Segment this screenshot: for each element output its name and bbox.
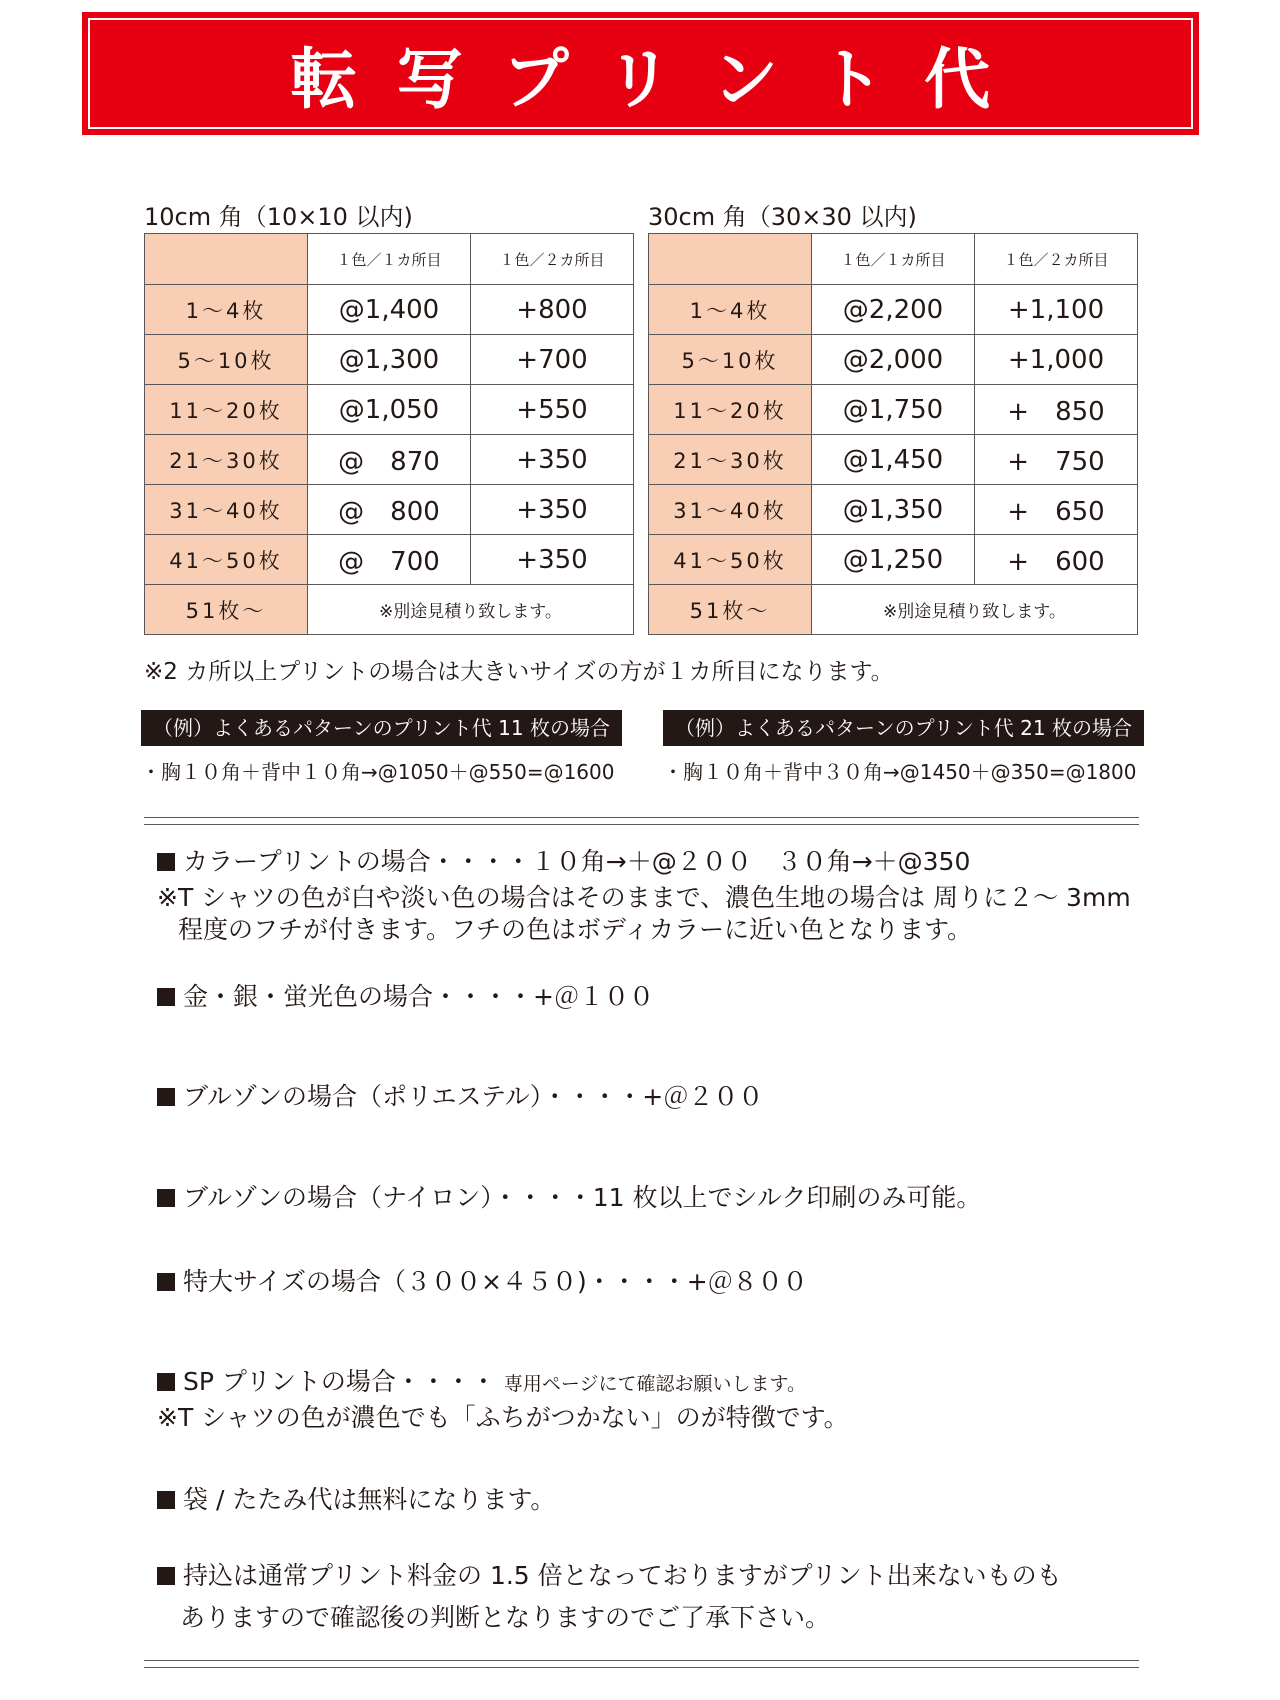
header-cell-blank [145, 234, 308, 285]
square-bullet-icon [157, 1273, 175, 1291]
second-price-cell: +350 [471, 435, 634, 485]
header-cell-second: １色／２カ所目 [975, 234, 1138, 285]
square-bullet-icon [157, 853, 175, 871]
qty-cell: 21～30枚 [145, 435, 308, 485]
square-bullet-icon [157, 988, 175, 1006]
example-formula-11: ・胸１０角＋背中１０角→@1050＋@550=@1600 [141, 760, 615, 784]
first-price-cell: @1,250 [812, 535, 975, 585]
qty-cell: 41～50枚 [145, 535, 308, 585]
table-row [649, 435, 1138, 485]
qty-cell: 31～40枚 [649, 485, 812, 535]
first-price-cell: @1,450 [812, 435, 975, 485]
second-price-cell: +800 [471, 285, 634, 335]
item-text: 袋 / たたみ代は無料になります。 [183, 1485, 556, 1514]
square-bullet-icon [157, 1189, 175, 1207]
header-cell-second: １色／２カ所目 [471, 234, 634, 285]
first-price-cell: @ 800 [308, 485, 471, 535]
item-text: SP プリントの場合・・・・ [183, 1367, 496, 1396]
first-price-cell: @ 700 [308, 535, 471, 585]
table-header-row [649, 234, 1138, 285]
color-note-line-2: 程度のフチが付きます。フチの色はボディカラーに近い色となります。 [178, 915, 973, 944]
second-price-cell: + 850 [975, 385, 1138, 435]
header-cell-first: １色／１カ所目 [308, 234, 471, 285]
table-row [649, 485, 1138, 535]
qty-cell: 1～4枚 [649, 285, 812, 335]
first-price-cell: @1,400 [308, 285, 471, 335]
item-text-small: 専用ページにて確認お願いします。 [503, 1373, 806, 1395]
item-text: 持込は通常プリント料金の 1.5 倍となっておりますがプリント出来ないものも [183, 1561, 1062, 1590]
quote-note-cell: ※別途見積り致します。 [812, 585, 1138, 635]
second-price-cell: +1,000 [975, 335, 1138, 385]
qty-cell: 51枚～ [145, 585, 308, 635]
header-cell-first: １色／１カ所目 [812, 234, 975, 285]
item-blouson-polyester [157, 1081, 763, 1113]
second-price-cell: + 600 [975, 535, 1138, 585]
first-price-cell: @2,200 [812, 285, 975, 335]
item-text: ブルゾンの場合（ポリエステル）・・・・+＠２００ [183, 1082, 764, 1111]
second-price-cell: +700 [471, 335, 634, 385]
item-text: 特大サイズの場合（３００×４５０)・・・・+＠８００ [183, 1267, 808, 1296]
qty-cell: 11～20枚 [145, 385, 308, 435]
table-title-10cm: 10cm 角（10×10 以内) [144, 203, 413, 231]
table-row [145, 285, 634, 335]
qty-cell: 5～10枚 [145, 335, 308, 385]
example-formula-21: ・胸１０角＋背中３０角→@1450＋@350=@1800 [663, 760, 1137, 784]
qty-cell: 51枚～ [649, 585, 812, 635]
square-bullet-icon [157, 1567, 175, 1585]
first-price-cell: @1,050 [308, 385, 471, 435]
table-row [649, 385, 1138, 435]
divider-top [144, 817, 1139, 825]
item-text: ブルゾンの場合（ナイロン）・・・・11 枚以上でシルク印刷のみ可能。 [183, 1183, 982, 1212]
second-price-cell: + 750 [975, 435, 1138, 485]
title-banner [82, 12, 1199, 135]
table-row [145, 435, 634, 485]
table-footnote: ※2 カ所以上プリントの場合は大きいサイズの方が１カ所目になります。 [144, 659, 894, 685]
item-bag [157, 1484, 555, 1516]
square-bullet-icon [157, 1088, 175, 1106]
qty-cell: 5～10枚 [649, 335, 812, 385]
table-row [649, 335, 1138, 385]
second-price-cell: + 650 [975, 485, 1138, 535]
table-row-last [649, 585, 1138, 635]
qty-cell: 41～50枚 [649, 535, 812, 585]
header-cell-blank [649, 234, 812, 285]
table-row [649, 535, 1138, 585]
title-banner-frame [88, 18, 1193, 129]
first-price-cell: @2,000 [812, 335, 975, 385]
color-note-line-1: ※T シャツの色が白や淡い色の場合はそのままで、濃色生地の場合は 周りに２～ 3mm [157, 883, 1131, 912]
table-title-30cm: 30cm 角（30×30 以内) [648, 203, 917, 231]
square-bullet-icon [157, 1373, 175, 1391]
bring-in-line-2: ありますので確認後の判断となりますのでご了承下さい。 [180, 1603, 831, 1632]
quote-note-cell: ※別途見積り致します。 [308, 585, 634, 635]
qty-cell: 11～20枚 [649, 385, 812, 435]
second-price-cell: +550 [471, 385, 634, 435]
item-sp-print [157, 1366, 806, 1400]
square-bullet-icon [157, 1491, 175, 1509]
second-price-cell: +350 [471, 485, 634, 535]
page-title: 転写プリント代 [290, 41, 1031, 118]
item-bring-in [157, 1560, 1062, 1592]
price-table-30cm [648, 233, 1138, 635]
first-price-cell: @1,750 [812, 385, 975, 435]
price-table-10cm [144, 233, 634, 635]
table-row [145, 335, 634, 385]
first-price-cell: @1,300 [308, 335, 471, 385]
qty-cell: 21～30枚 [649, 435, 812, 485]
table-row [649, 285, 1138, 335]
first-price-cell: @ 870 [308, 435, 471, 485]
example-label-21: （例）よくあるパターンのプリント代 21 枚の場合 [663, 710, 1144, 746]
table-row [145, 385, 634, 435]
item-oversize [157, 1266, 808, 1298]
table-header-row [145, 234, 634, 285]
table-row [145, 485, 634, 535]
second-price-cell: +1,100 [975, 285, 1138, 335]
first-price-cell: @1,350 [812, 485, 975, 535]
example-label-11: （例）よくあるパターンのプリント代 11 枚の場合 [141, 710, 622, 746]
item-text: 金・銀・蛍光色の場合・・・・+＠１００ [183, 982, 654, 1011]
item-blouson-nylon [157, 1182, 981, 1214]
second-price-cell: +350 [471, 535, 634, 585]
table-row [145, 535, 634, 585]
divider-bottom [144, 1660, 1139, 1668]
sp-note: ※T シャツの色が濃色でも「ふちがつかない」のが特徴です。 [157, 1403, 849, 1432]
qty-cell: 1～4枚 [145, 285, 308, 335]
table-row-last [145, 585, 634, 635]
qty-cell: 31～40枚 [145, 485, 308, 535]
item-text: カラープリントの場合・・・・１０角→＋@２００ ３０角→＋@350 [183, 847, 971, 876]
item-metallic [157, 981, 654, 1013]
item-color-print [157, 846, 970, 878]
